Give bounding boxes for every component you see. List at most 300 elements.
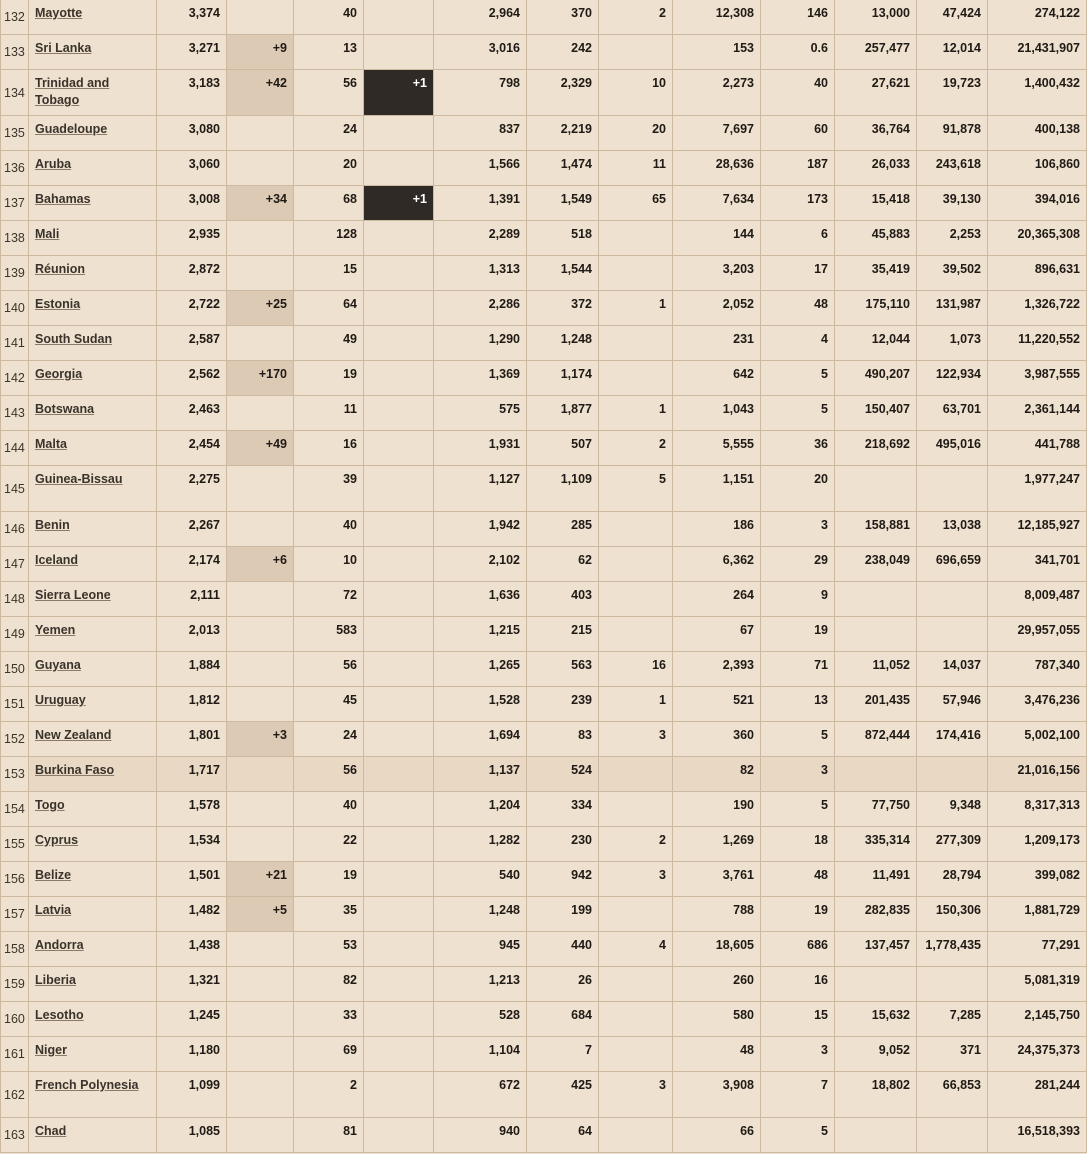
cases-per-million: 3,761 [722,868,754,882]
total-deaths: 10 [343,553,357,567]
deaths-per-million: 29 [814,553,828,567]
tests-per-million-cell [917,35,988,70]
row-rank-cell [1,35,29,70]
new-deaths-cell [364,1002,434,1037]
total-tests: 218,692 [864,437,910,451]
country-link[interactable]: Botswana [35,402,95,416]
country-link-cell [29,151,157,186]
row-rank: 163 [4,1128,25,1142]
new-deaths: +1 [412,192,427,206]
tests-per-million: 243,618 [935,157,981,171]
table-row [1,361,1087,396]
new-cases-cell [227,792,294,827]
population-cell [988,932,1087,967]
active-cases-cell [527,221,599,256]
active-cases: 1,174 [560,367,592,381]
total-cases-cell [157,256,227,291]
row-rank: 152 [4,732,25,746]
table-row [1,431,1087,466]
deaths-per-million: 5 [821,402,828,416]
cases-per-million-cell [673,1072,761,1118]
table-row [1,1002,1087,1037]
country-link[interactable]: South Sudan [35,332,113,346]
new-cases: +170 [258,367,287,381]
total-recovered-cell [434,687,527,722]
serious-critical-cell [599,291,673,326]
total-deaths-cell [294,932,364,967]
total-deaths-cell [294,687,364,722]
country-link-cell [29,361,157,396]
country-link[interactable]: Chad [35,1124,67,1138]
new-deaths-cell [364,1072,434,1118]
population: 400,138 [1034,122,1080,136]
cases-per-million-cell [673,827,761,862]
active-cases-cell [527,652,599,687]
tests-per-million-cell [917,512,988,547]
total-cases-cell [157,1072,227,1118]
serious-critical: 65 [652,192,666,206]
active-cases-cell [527,186,599,221]
total-recovered-cell [434,0,527,35]
row-rank: 134 [4,85,25,100]
total-cases: 1,085 [188,1124,220,1138]
total-cases: 2,722 [188,297,220,311]
total-deaths-cell [294,862,364,897]
total-recovered: 1,204 [488,798,520,812]
population-cell [988,0,1087,35]
country-link-cell [29,757,157,792]
tests-per-million-cell [917,1118,988,1153]
total-deaths: 64 [343,297,357,311]
cases-per-million-cell [673,361,761,396]
total-deaths: 40 [343,798,357,812]
tests-per-million: 9,348 [949,798,981,812]
deaths-per-million: 0.6 [810,41,828,55]
row-rank: 132 [4,10,25,24]
population: 24,375,373 [1017,1043,1080,1057]
population: 16,518,393 [1017,1124,1080,1138]
row-rank: 135 [4,126,25,140]
total-cases: 2,587 [188,332,220,346]
total-cases: 1,180 [188,1043,220,1057]
serious-critical-cell [599,361,673,396]
total-recovered: 540 [499,868,520,882]
total-cases-cell [157,862,227,897]
country-link[interactable]: Cyprus [35,833,79,847]
total-tests-cell [835,582,917,617]
new-cases: +42 [265,76,287,90]
deaths-per-million-cell [761,897,835,932]
country-link-cell [29,70,157,116]
total-tests-cell [835,186,917,221]
population-cell [988,361,1087,396]
new-deaths-cell [364,827,434,862]
new-cases: +34 [265,192,287,206]
country-link-cell [29,1037,157,1072]
new-deaths-cell [364,967,434,1002]
tests-per-million-cell [917,827,988,862]
deaths-per-million: 7 [821,1078,828,1092]
total-deaths: 45 [343,693,357,707]
new-cases: +49 [265,437,287,451]
country-link[interactable]: Mayotte [35,6,83,20]
row-rank-cell [1,512,29,547]
cases-per-million-cell [673,1002,761,1037]
new-deaths-cell [364,221,434,256]
cases-per-million: 190 [733,798,754,812]
population: 274,122 [1034,6,1080,20]
country-link[interactable]: Bahamas [35,192,91,206]
serious-critical-cell [599,116,673,151]
country-link[interactable]: Yemen [35,623,76,637]
row-rank-cell [1,722,29,757]
total-cases-cell [157,221,227,256]
country-link-cell [29,1002,157,1037]
deaths-per-million: 20 [814,472,828,486]
row-rank: 162 [4,1087,25,1102]
tests-per-million-cell [917,1037,988,1072]
new-cases-cell [227,722,294,757]
country-link[interactable]: French Polynesia [35,1078,139,1092]
deaths-per-million: 19 [814,903,828,917]
total-tests-cell [835,722,917,757]
total-recovered: 1,137 [488,763,520,777]
total-recovered-cell [434,396,527,431]
cases-per-million-cell [673,757,761,792]
country-link[interactable]: Sierra Leone [35,588,111,602]
cases-per-million: 2,273 [722,76,754,90]
country-link[interactable]: Réunion [35,262,85,276]
population-cell [988,35,1087,70]
total-cases-cell [157,722,227,757]
total-cases: 2,174 [188,553,220,567]
new-cases-cell [227,1002,294,1037]
country-link-cell [29,617,157,652]
population: 77,291 [1041,938,1080,952]
total-deaths: 19 [343,367,357,381]
cases-per-million-cell [673,221,761,256]
country-link[interactable]: Guyana [35,658,81,672]
total-tests: 11,052 [872,658,910,672]
active-cases: 62 [578,553,592,567]
cases-per-million: 260 [733,973,754,987]
population-cell [988,582,1087,617]
cases-per-million: 1,043 [722,402,754,416]
active-cases-cell [527,1002,599,1037]
serious-critical-cell [599,221,673,256]
total-tests-cell [835,221,917,256]
population: 21,016,156 [1017,763,1080,777]
new-cases-cell [227,932,294,967]
tests-per-million-cell [917,582,988,617]
new-cases-cell [227,757,294,792]
total-cases: 1,245 [188,1008,220,1022]
country-link[interactable]: New Zealand [35,728,112,742]
country-link[interactable]: Sri Lanka [35,41,92,55]
deaths-per-million-cell [761,431,835,466]
new-deaths-cell [364,722,434,757]
row-rank: 145 [4,481,25,496]
total-cases-cell [157,431,227,466]
population: 1,400,432 [1024,76,1080,90]
total-tests: 15,632 [871,1008,910,1022]
population-cell [988,151,1087,186]
population: 394,016 [1034,192,1080,206]
total-deaths-cell [294,151,364,186]
cases-per-million-cell [673,582,761,617]
total-deaths-cell [294,547,364,582]
total-cases-cell [157,466,227,512]
total-tests: 150,407 [864,402,910,416]
total-recovered: 1,566 [488,157,520,171]
deaths-per-million: 686 [807,938,828,952]
country-link[interactable]: Aruba [35,157,72,171]
active-cases: 684 [571,1008,592,1022]
active-cases-cell [527,1118,599,1153]
total-cases: 1,717 [188,763,220,777]
active-cases: 1,109 [560,472,592,486]
tests-per-million-cell [917,722,988,757]
tests-per-million-cell [917,291,988,326]
deaths-per-million: 5 [821,367,828,381]
country-link[interactable]: Latvia [35,903,72,917]
country-link[interactable]: Burkina Faso [35,763,115,777]
table-row [1,932,1087,967]
tests-per-million-cell [917,116,988,151]
tests-per-million-cell [917,792,988,827]
country-link-cell [29,291,157,326]
tests-per-million: 1,778,435 [925,938,981,952]
serious-critical: 5 [659,472,666,486]
total-cases: 2,013 [188,623,220,637]
cases-per-million-cell [673,116,761,151]
country-link-cell [29,512,157,547]
total-tests: 11,491 [872,868,910,882]
row-rank-cell [1,617,29,652]
total-cases-cell [157,1037,227,1072]
total-deaths-cell [294,512,364,547]
cases-per-million: 360 [733,728,754,742]
population-cell [988,1002,1087,1037]
country-link[interactable]: Mali [35,227,60,241]
total-deaths-cell [294,1037,364,1072]
tests-per-million-cell [917,361,988,396]
active-cases-cell [527,466,599,512]
country-link[interactable]: Guinea-Bissau [35,472,123,486]
serious-critical: 2 [659,833,666,847]
row-rank-cell [1,1072,29,1118]
country-link[interactable]: Belize [35,868,72,882]
country-link[interactable]: Trinidad and Tobago [35,76,110,107]
deaths-per-million-cell [761,70,835,116]
country-link[interactable]: Malta [35,437,67,451]
population-cell [988,221,1087,256]
row-rank: 140 [4,301,25,315]
active-cases: 239 [571,693,592,707]
serious-critical: 2 [659,437,666,451]
population-cell [988,687,1087,722]
deaths-per-million-cell [761,361,835,396]
new-deaths-cell [364,116,434,151]
cases-per-million-cell [673,792,761,827]
country-link[interactable]: Andorra [35,938,84,952]
total-deaths-cell [294,617,364,652]
total-deaths-cell [294,1118,364,1153]
total-recovered-cell [434,326,527,361]
country-link-cell [29,256,157,291]
total-cases: 1,534 [188,833,220,847]
new-cases-cell [227,1118,294,1153]
active-cases: 518 [571,227,592,241]
total-tests: 13,000 [871,6,910,20]
population: 3,476,236 [1024,693,1080,707]
total-cases-cell [157,1002,227,1037]
total-cases: 1,801 [188,728,220,742]
total-recovered: 2,286 [488,297,520,311]
total-tests: 238,049 [864,553,910,567]
total-deaths-cell [294,70,364,116]
deaths-per-million: 60 [814,122,828,136]
serious-critical-cell [599,932,673,967]
row-rank-cell [1,396,29,431]
active-cases-cell [527,396,599,431]
serious-critical-cell [599,151,673,186]
deaths-per-million-cell [761,652,835,687]
active-cases: 372 [571,297,592,311]
country-link[interactable]: Togo [35,798,65,812]
tests-per-million-cell [917,466,988,512]
country-link-cell [29,582,157,617]
deaths-per-million: 40 [814,76,828,90]
active-cases: 425 [571,1078,592,1092]
table-row [1,617,1087,652]
deaths-per-million-cell [761,687,835,722]
deaths-per-million: 36 [814,437,828,451]
total-recovered-cell [434,1002,527,1037]
total-cases-cell [157,116,227,151]
total-recovered-cell [434,582,527,617]
tests-per-million-cell [917,326,988,361]
row-rank-cell [1,582,29,617]
row-rank-cell [1,792,29,827]
cases-per-million: 1,269 [722,833,754,847]
new-deaths-cell [364,291,434,326]
total-deaths-cell [294,291,364,326]
serious-critical-cell [599,256,673,291]
total-tests: 257,477 [864,41,910,55]
total-recovered-cell [434,466,527,512]
tests-per-million: 371 [960,1043,981,1057]
cases-per-million-cell [673,1037,761,1072]
cases-per-million: 1,151 [722,472,754,486]
active-cases: 334 [571,798,592,812]
row-rank: 147 [4,557,25,571]
country-link-cell [29,431,157,466]
country-link[interactable]: Benin [35,518,70,532]
total-recovered-cell [434,547,527,582]
country-link-cell [29,897,157,932]
population: 11,220,552 [1018,332,1080,346]
total-cases: 1,501 [188,868,220,882]
total-tests: 175,110 [865,297,910,311]
total-tests-cell [835,1002,917,1037]
deaths-per-million-cell [761,35,835,70]
tests-per-million-cell [917,687,988,722]
active-cases: 507 [571,437,592,451]
population-cell [988,256,1087,291]
total-recovered: 1,694 [488,728,520,742]
cases-per-million-cell [673,547,761,582]
deaths-per-million-cell [761,617,835,652]
table-row [1,862,1087,897]
country-link[interactable]: Estonia [35,297,81,311]
row-rank: 137 [4,196,25,210]
country-link[interactable]: Guadeloupe [35,122,108,136]
active-cases-cell [527,897,599,932]
total-cases-cell [157,35,227,70]
total-cases: 2,267 [188,518,220,532]
active-cases: 64 [578,1124,592,1138]
total-tests-cell [835,116,917,151]
cases-per-million: 788 [733,903,754,917]
country-link[interactable]: Lesotho [35,1008,84,1022]
total-recovered-cell [434,512,527,547]
tests-per-million-cell [917,151,988,186]
new-cases: +25 [265,297,287,311]
row-rank-cell [1,932,29,967]
total-tests-cell [835,0,917,35]
tests-per-million: 47,424 [942,6,981,20]
new-deaths-cell [364,652,434,687]
table-row [1,221,1087,256]
population-cell [988,70,1087,116]
total-recovered: 1,313 [488,262,520,276]
total-deaths-cell [294,116,364,151]
total-tests-cell [835,35,917,70]
row-rank-cell [1,186,29,221]
table-row [1,1072,1087,1118]
country-link[interactable]: Uruguay [35,693,86,707]
active-cases-cell [527,862,599,897]
country-link[interactable]: Iceland [35,553,79,567]
new-cases: +21 [265,868,287,882]
total-tests-cell [835,652,917,687]
population-cell [988,1072,1087,1118]
total-cases: 1,812 [188,693,220,707]
total-cases: 2,463 [188,402,220,416]
active-cases-cell [527,431,599,466]
country-link-cell [29,827,157,862]
cases-per-million-cell [673,932,761,967]
total-cases-cell [157,291,227,326]
total-cases-cell [157,186,227,221]
deaths-per-million: 5 [821,728,828,742]
cases-per-million-cell [673,326,761,361]
total-recovered: 1,282 [488,833,520,847]
deaths-per-million-cell [761,1037,835,1072]
total-deaths: 82 [343,973,357,987]
deaths-per-million-cell [761,862,835,897]
total-tests: 872,444 [864,728,910,742]
deaths-per-million: 146 [807,6,828,20]
population: 20,365,308 [1017,227,1080,241]
total-cases: 1,321 [188,973,220,987]
country-link[interactable]: Liberia [35,973,76,987]
country-link[interactable]: Niger [35,1043,67,1057]
country-link[interactable]: Georgia [35,367,83,381]
total-deaths: 20 [343,157,357,171]
deaths-per-million-cell [761,326,835,361]
